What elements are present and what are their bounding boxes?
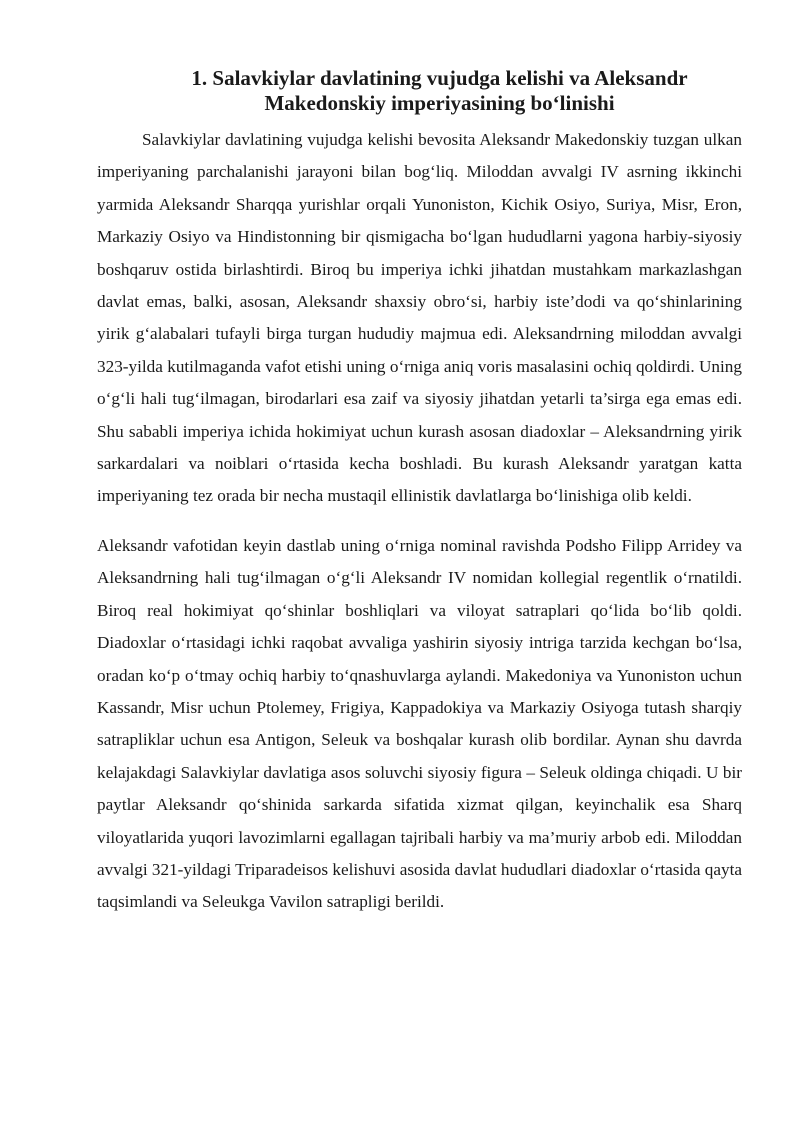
document-page <box>97 66 742 919</box>
section-title-line-2: Makedonskiy imperiyasining bo‘linishi <box>264 91 615 115</box>
body-paragraph-1: Salavkiylar davlatining vujudga kelishi bevosita Aleksandr Makedonskiy tuzgan ulkan imperiyaning parchalanishi jarayoni bilan bog‘liq. Miloddan avvalgi IV asrning ikkinchi yarmida Aleksandr Sharqqa yurishlar orqali Yunoniston, Kichik Osiyo, Suriya, Misr, Eron, Markaziy Osiyo va Hindistonning bir qismigacha bo‘lgan hududlarni yagona harbiy-siyosiy boshqaruv ostida birlashtirdi. Biroq bu imperiya ichki jihatdan mustahkam markazlashgan davlat emas, balki, asosan, Aleksandr shaxsiy obro‘si, harbiy iste’dodi va qo‘shinlarining yirik g‘alabalari tufayli birga turgan hududiy majmua edi. Aleksandrning miloddan avvalgi 323-yilda kutilmaganda vafot etishi uning o‘rniga aniq voris masalasini ochiq qoldirdi. Uning o‘g‘li hali tug‘ilmagan, birodarlari esa zaif va siyosiy jihatdan yetarli ta’sirga ega emas edi. Shu sababli imperiya ichida hokimiyat uchun kurash asosan diadoxlar – Aleksandrning yirik sarkardalari va noiblari o‘rtasida kecha boshladi. Bu kurash Aleksandr yaratgan katta imperiyaning tez orada bir necha mustaqil ellinistik davlatlarga bo‘linishiga olib keldi. <box>97 130 742 506</box>
body-paragraph-2: Aleksandr vafotidan keyin dastlab uning o‘rniga nominal ravishda Podsho Filipp Arridey va Aleksandrning hali tug‘ilmagan o‘g‘li Aleksandr IV nomidan kollegial regentlik o‘rnatildi. Biroq real hokimiyat qo‘shinlar boshliqlari va viloyat satraplari qo‘lida bo‘lib qoldi. Diadoxlar o‘rtasidagi ichki raqobat avvaliga yashirin siyosiy intriga tarzida kechgan bo‘lsa, oradan ko‘p o‘tmay ochiq harbiy to‘qnashuvlarga aylandi. Makedoniya va Yunoniston uchun Kassandr, Misr uchun Ptolemey, Frigiya, Kappadokiya va Markaziy Osiyoga tutash sharqiy satrapliklar uchun esa Antigon, Seleuk va boshqalar kurash olib bordilar. Aynan shu davrda kelajakdagi Salavkiylar davlatiga asos soluvchi siyosiy figura – Seleuk oldinga chiqadi. U bir paytlar Aleksandr qo‘shinida sarkarda sifatida xizmat qilgan, keyinchalik esa Sharq viloyatlarida yuqori lavozimlarni egallagan tajribali harbiy va ma’muriy arbob edi. Miloddan avvalgi 321-yildagi Triparadeisos kelishuvi asosida davlat hududlari diadoxlar o‘rtasida qayta taqsimlandi va Seleukga Vavilon satrapligi berildi. <box>97 535 742 912</box>
section-title <box>97 66 742 116</box>
section-title-line-1: 1. Salavkiylar davlatining vujudga kelishi va Aleksandr <box>191 66 688 90</box>
